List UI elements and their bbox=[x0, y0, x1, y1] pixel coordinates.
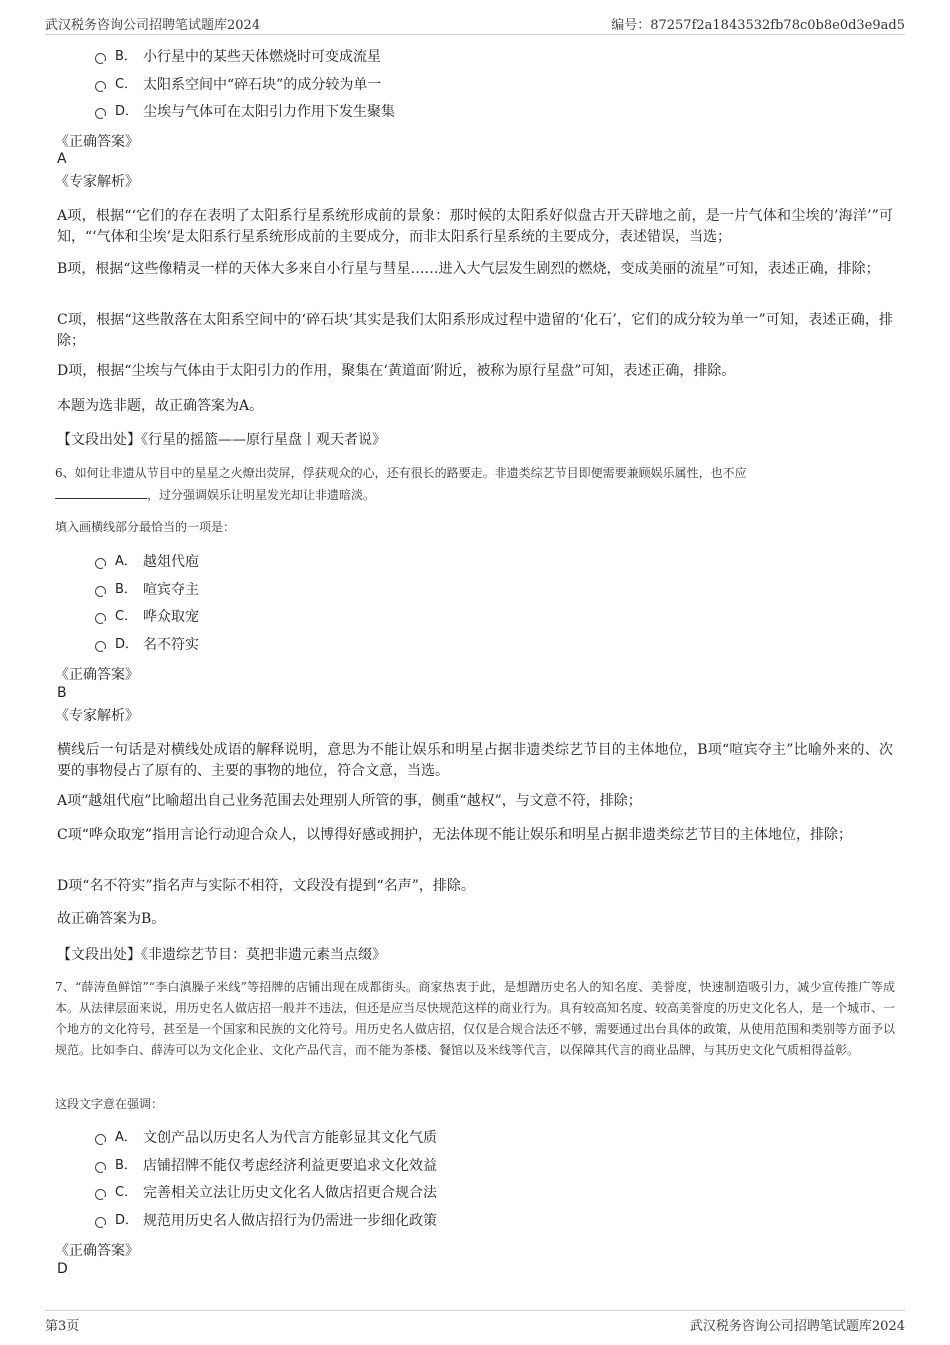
radio-icon[interactable] bbox=[95, 53, 106, 64]
radio-icon[interactable] bbox=[95, 613, 106, 624]
header-doc-id: 编号：87257f2a1843532fb78c0b8e0d3e9ad5 bbox=[611, 18, 905, 33]
option-text: 规范用历史名人做店招行为仍需进一步细化政策 bbox=[143, 1212, 437, 1229]
q6-analysis-main: 横线后一句话是对横线处成语的解释说明，意思为不能让娱乐和明星占据非遗类综艺节目的主体地位，B项“喧宾夺主”比喻外来的、次要的事物侵占了原有的、主要的事物的地位，符合文意，当选。 bbox=[57, 742, 893, 779]
q6-analysis-label: 《专家解析》 bbox=[55, 708, 139, 724]
radio-icon[interactable] bbox=[95, 641, 106, 652]
option-key: B． bbox=[115, 1157, 137, 1173]
option-text: 完善相关立法让历史文化名人做店招更合规合法 bbox=[143, 1185, 437, 1201]
radio-icon[interactable] bbox=[95, 558, 106, 569]
q6-option-c[interactable] bbox=[95, 606, 199, 634]
option-key: D． bbox=[115, 636, 139, 652]
q5-options bbox=[95, 46, 395, 129]
radio-icon[interactable] bbox=[95, 81, 106, 92]
radio-icon[interactable] bbox=[95, 108, 106, 119]
option-text: 哗众取宠 bbox=[143, 609, 199, 625]
footer-title: 武汉税务咨询公司招聘笔试题库2024 bbox=[689, 1319, 905, 1334]
q5-source: 【文段出处】《行星的摇篮——原行星盘丨观天者说》 bbox=[57, 432, 386, 448]
q6-stem bbox=[55, 463, 895, 506]
option-key: B． bbox=[115, 49, 137, 64]
q5-conclusion: 本题为选非题，故正确答案为A。 bbox=[57, 398, 264, 414]
q6-analysis-c: C项“哗众取宠”指用言论行动迎合众人，以博得好感或拥护，无法体现不能让娱乐和明星占据非遗类综艺节目的主体地位，排除； bbox=[57, 827, 853, 843]
q5-analysis-label: 《专家解析》 bbox=[55, 174, 139, 190]
option-key: C． bbox=[115, 1185, 138, 1200]
radio-icon[interactable] bbox=[95, 1134, 106, 1145]
q5-option-b[interactable] bbox=[95, 46, 395, 74]
q6-option-a[interactable] bbox=[95, 551, 199, 579]
q6-conclusion: 故正确答案为B。 bbox=[57, 911, 166, 927]
option-key: B． bbox=[115, 581, 137, 597]
header-title: 武汉税务咨询公司招聘笔试题库2024 bbox=[45, 18, 261, 33]
q7-prompt: 这段文字意在强调： bbox=[55, 1097, 164, 1111]
option-key: A． bbox=[115, 554, 137, 569]
option-text: 喧宾夺主 bbox=[143, 581, 199, 598]
option-key: C． bbox=[115, 76, 138, 92]
radio-icon[interactable] bbox=[95, 1189, 106, 1200]
q6-stem-part2: ，过分强调娱乐让明星发光却让非遗暗淡。 bbox=[147, 488, 376, 502]
q6-answer: B bbox=[57, 685, 67, 701]
page-header bbox=[45, 12, 905, 35]
q5-analysis-b: B项，根据“这些像精灵一样的天体大多来自小行星与彗星……进入大气层发生剧烈的燃烧，变成美丽的流星”可知，表述正确，排除； bbox=[57, 261, 880, 277]
q5-analysis-a: A项，根据“‘它们的存在表明了太阳系行星系统形成前的景象：那时候的太阳系好似盘古开天辟地之前，是一片气体和尘埃的’海洋’”可知，“‘气体和尘埃’是太阳系行星系统形成前的主要成分，而非太阳系行星系统的主要成分，表述错误，当选； bbox=[57, 208, 893, 245]
q6-options bbox=[95, 551, 199, 661]
page-number: 第3页 bbox=[45, 1319, 80, 1334]
option-text: 文创产品以历史名人为代言方能彰显其文化气质 bbox=[143, 1130, 437, 1146]
radio-icon[interactable] bbox=[95, 586, 106, 597]
q5-analysis-d: D项，根据“尘埃与气体由于太阳引力的作用，聚集在‘黄道面’附近，被称为原行星盘”可知，表述正确，排除。 bbox=[57, 363, 736, 379]
fill-blank bbox=[55, 484, 147, 499]
option-key: A． bbox=[115, 1130, 137, 1145]
q6-option-d[interactable] bbox=[95, 634, 199, 662]
q5-answer: A bbox=[57, 151, 67, 167]
q6-source: 【文段出处】《非遗综艺节目：莫把非遗元素当点缀》 bbox=[57, 947, 386, 963]
q6-prompt: 填入画横线部分最恰当的一项是： bbox=[55, 520, 236, 534]
option-text: 越俎代庖 bbox=[143, 554, 199, 570]
q6-stem-part1: 6、如何让非遗从节目中的星星之火燎出荧屏，俘获观众的心，还有很长的路要走。非遗类综艺节目即便需要兼顾娱乐属性，也不应 bbox=[55, 466, 747, 480]
radio-icon[interactable] bbox=[95, 1217, 106, 1228]
option-text: 太阳系空间中“碎石块”的成分较为单一 bbox=[143, 76, 382, 93]
option-key: C． bbox=[115, 609, 138, 624]
option-key: D． bbox=[115, 1212, 139, 1228]
q7-option-d[interactable] bbox=[95, 1210, 437, 1238]
q7-answer-label: 《正确答案》 bbox=[55, 1243, 139, 1259]
q7-stem: 7、“薛涛鱼鲜馆”“李白滇臊子米线”等招牌的店铺出现在成都街头。商家热衷于此，是想蹭历史名人的知名度、美誉度，快速制造吸引力，减少宣传推广等成本。从法律层面来说，用历史名人做店招一般并不违法，但还是应当尽快规范这样的商业行为。具有较高知名度、较高美誉度的历史文化名人，是一个城市、一个地方的文化符号，甚至是一个国家和民族的文化符号。用历史名人做店招，仅仅是合规合法还不够，需要通过出台具体的政策，从使用范围和类别等方面予以规范。比如李白、薛涛可以为文化企业、文化产品代言，而不能为茶楼、餐馆以及米线等代言，以保障其代言的商业品牌，与其历史文化气质相得益彰。 bbox=[55, 980, 896, 1057]
option-key: D． bbox=[115, 104, 139, 119]
q6-option-b[interactable] bbox=[95, 579, 199, 607]
q7-option-b[interactable] bbox=[95, 1155, 437, 1183]
q6-analysis-a: A项“越俎代庖”比喻超出自己业务范围去处理别人所管的事，侧重“越权”，与文意不符，排除； bbox=[57, 793, 642, 809]
q5-option-d[interactable] bbox=[95, 101, 395, 129]
radio-icon[interactable] bbox=[95, 1162, 106, 1173]
q7-option-c[interactable] bbox=[95, 1182, 437, 1210]
option-text: 名不符实 bbox=[143, 636, 199, 653]
q7-option-a[interactable] bbox=[95, 1127, 437, 1155]
option-text: 店铺招牌不能仅考虑经济利益更要追求文化效益 bbox=[143, 1157, 437, 1174]
q7-options bbox=[95, 1127, 437, 1237]
page-footer bbox=[45, 1310, 905, 1335]
q5-option-c[interactable] bbox=[95, 74, 395, 102]
q5-analysis-c: C项，根据“这些散落在太阳系空间中的‘碎石块’其实是我们太阳系形成过程中遗留的‘化石’，它们的成分较为单一”可知，表述正确，排除； bbox=[57, 312, 893, 349]
q6-answer-label: 《正确答案》 bbox=[55, 667, 139, 683]
q5-answer-label: 《正确答案》 bbox=[55, 134, 139, 150]
option-text: 尘埃与气体可在太阳引力作用下发生聚集 bbox=[143, 104, 395, 120]
option-text: 小行星中的某些天体燃烧时可变成流星 bbox=[143, 49, 381, 65]
q6-analysis-d: D项“名不符实”指名声与实际不相符，文段没有提到“名声”，排除。 bbox=[57, 878, 475, 894]
q7-answer: D bbox=[57, 1261, 68, 1277]
